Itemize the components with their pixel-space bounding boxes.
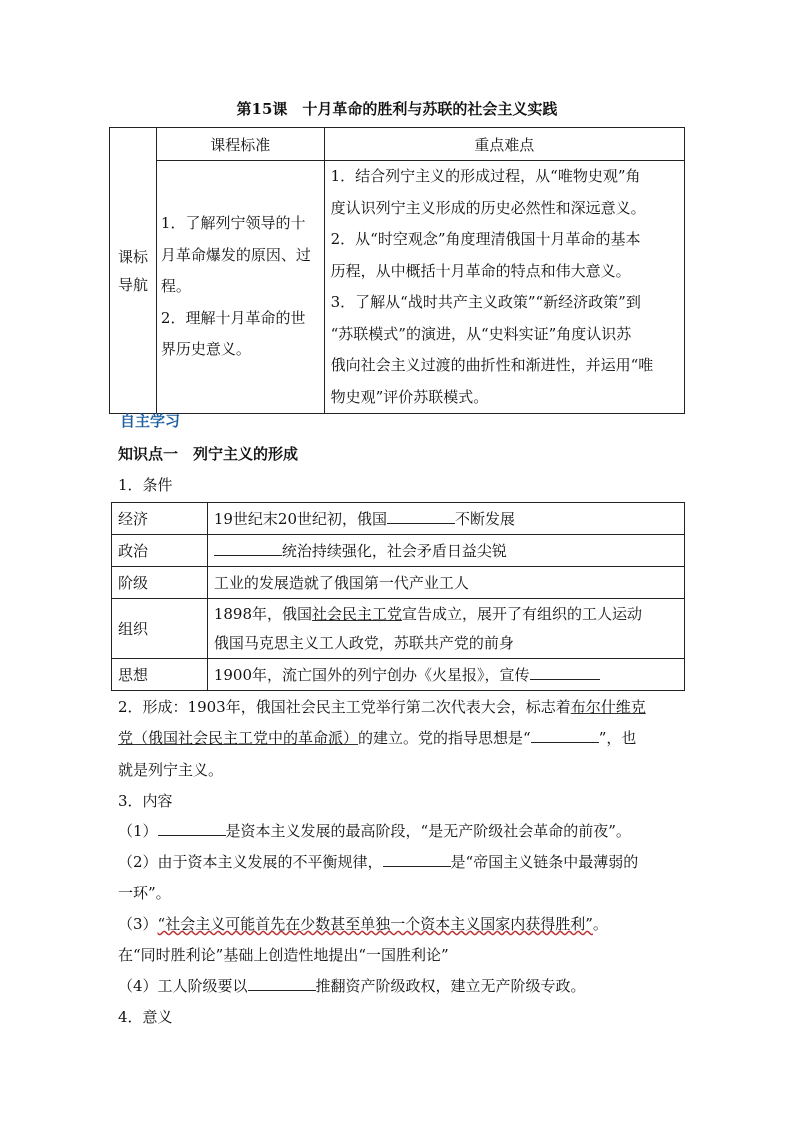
standards-line: 程。 bbox=[160, 277, 191, 296]
fill-blank[interactable] bbox=[214, 541, 282, 556]
content-line-2b: 一环”。 bbox=[118, 884, 171, 902]
section-heading: 自主学习 bbox=[120, 412, 181, 430]
condition-row bbox=[112, 567, 685, 599]
content-line-2: （2）由于资本主义发展的不平衡规律， 是“帝国主义链条中最薄弱的 bbox=[118, 853, 639, 871]
nav-side-label-line1: 课标 bbox=[117, 247, 148, 266]
condition-label: 思想 bbox=[112, 659, 208, 691]
item-conditions-label: 1．条件 bbox=[118, 476, 173, 494]
key-points-line: 3．了解从“战时共产主义政策”“新经济政策”到 bbox=[330, 293, 641, 311]
key-points-cell bbox=[324, 161, 684, 414]
page-title: 第15课 十月革命的胜利与苏联的社会主义实践 bbox=[236, 100, 558, 118]
key-points-line: 1．结合列宁主义的形成过程，从“唯物史观”角 bbox=[330, 167, 641, 185]
key-points-line: “苏联模式”的演进，从“史料实证”角度认识苏 bbox=[330, 324, 632, 343]
item-significance-label: 4．意义 bbox=[118, 1008, 173, 1026]
nav-side-label bbox=[110, 128, 157, 414]
item-content-label: 3．内容 bbox=[118, 792, 173, 810]
standards-line: 1．了解列宁领导的十 bbox=[160, 214, 306, 233]
condition-content: 19世纪末20世纪初，俄国 不断发展 bbox=[207, 503, 684, 535]
condition-content: 工业的发展造就了俄国第一代产业工人 bbox=[207, 567, 684, 599]
content-line-1: （1） 是资本主义发展的最高阶段，“是无产阶级社会革命的前夜”。 bbox=[118, 822, 631, 840]
knowledge-point-heading: 知识点一 列宁主义的形成 bbox=[118, 445, 299, 463]
key-points-line: 物史观”评价苏联模式。 bbox=[330, 387, 489, 406]
formation-line-1: 2．形成：1903年，俄国社会民主工党举行第二次代表大会，标志着布尔什维克 bbox=[118, 698, 646, 716]
fill-blank[interactable] bbox=[387, 509, 455, 524]
content-line-3: （3）“社会主义可能首先在少数甚至单独一个资本主义国家内获得胜利”。 bbox=[118, 915, 608, 933]
conditions-table bbox=[111, 502, 685, 691]
key-points-line: 度认识列宁主义形成的历史必然性和深远意义。 bbox=[330, 198, 646, 217]
nav-side-label-line2: 导航 bbox=[117, 275, 148, 294]
condition-content: 统治持续强化，社会矛盾日益尖锐 bbox=[207, 535, 684, 567]
fill-blank[interactable] bbox=[248, 976, 316, 991]
standards-cell bbox=[156, 161, 324, 414]
condition-label: 政治 bbox=[112, 535, 208, 567]
condition-row bbox=[112, 599, 685, 659]
key-points-line: 俄向社会主义过渡的曲折性和渐进性，并运用“唯 bbox=[330, 356, 654, 374]
standards-line: 2．理解十月革命的世 bbox=[160, 308, 306, 327]
standards-line: 界历史意义。 bbox=[160, 340, 251, 359]
condition-label: 阶级 bbox=[112, 567, 208, 599]
standards-line: 月革命爆发的原因、过 bbox=[160, 245, 311, 264]
key-points-line: 历程，从中概括十月革命的特点和伟大意义。 bbox=[330, 261, 631, 280]
col-header-key-points: 重点难点 bbox=[324, 128, 684, 161]
content-line-3b: 在“同时胜利论”基础上创造性地提出“一国胜利论” bbox=[118, 946, 449, 964]
fill-blank[interactable] bbox=[530, 665, 600, 680]
fill-blank[interactable] bbox=[383, 852, 451, 867]
fill-blank[interactable] bbox=[158, 821, 226, 836]
condition-row bbox=[112, 535, 685, 567]
condition-label: 组织 bbox=[112, 599, 208, 659]
condition-content: 1898年，俄国社会民主工党宣告成立，展开了有组织的工人运动 俄国马克思主义工人政党，苏联共产党的前身 bbox=[207, 599, 684, 659]
formation-line-3: 就是列宁主义。 bbox=[118, 761, 224, 779]
formation-line-2: 党（俄国社会民主工党中的革命派）的建立。党的指导思想是“ ”，也 bbox=[118, 729, 637, 747]
lesson-nav-table bbox=[109, 127, 685, 414]
col-header-standards: 课程标准 bbox=[156, 128, 324, 161]
content-line-4: （4）工人阶级要以 推翻资产阶级政权，建立无产阶级专政。 bbox=[118, 977, 586, 995]
key-points-line: 2．从“时空观念”角度理清俄国十月革命的基本 bbox=[330, 230, 641, 248]
condition-content: 1900年，流亡国外的列宁创办《火星报》，宣传 bbox=[207, 659, 684, 691]
condition-row bbox=[112, 503, 685, 535]
fill-blank[interactable] bbox=[531, 728, 599, 743]
condition-row bbox=[112, 659, 685, 691]
condition-label: 经济 bbox=[112, 503, 208, 535]
